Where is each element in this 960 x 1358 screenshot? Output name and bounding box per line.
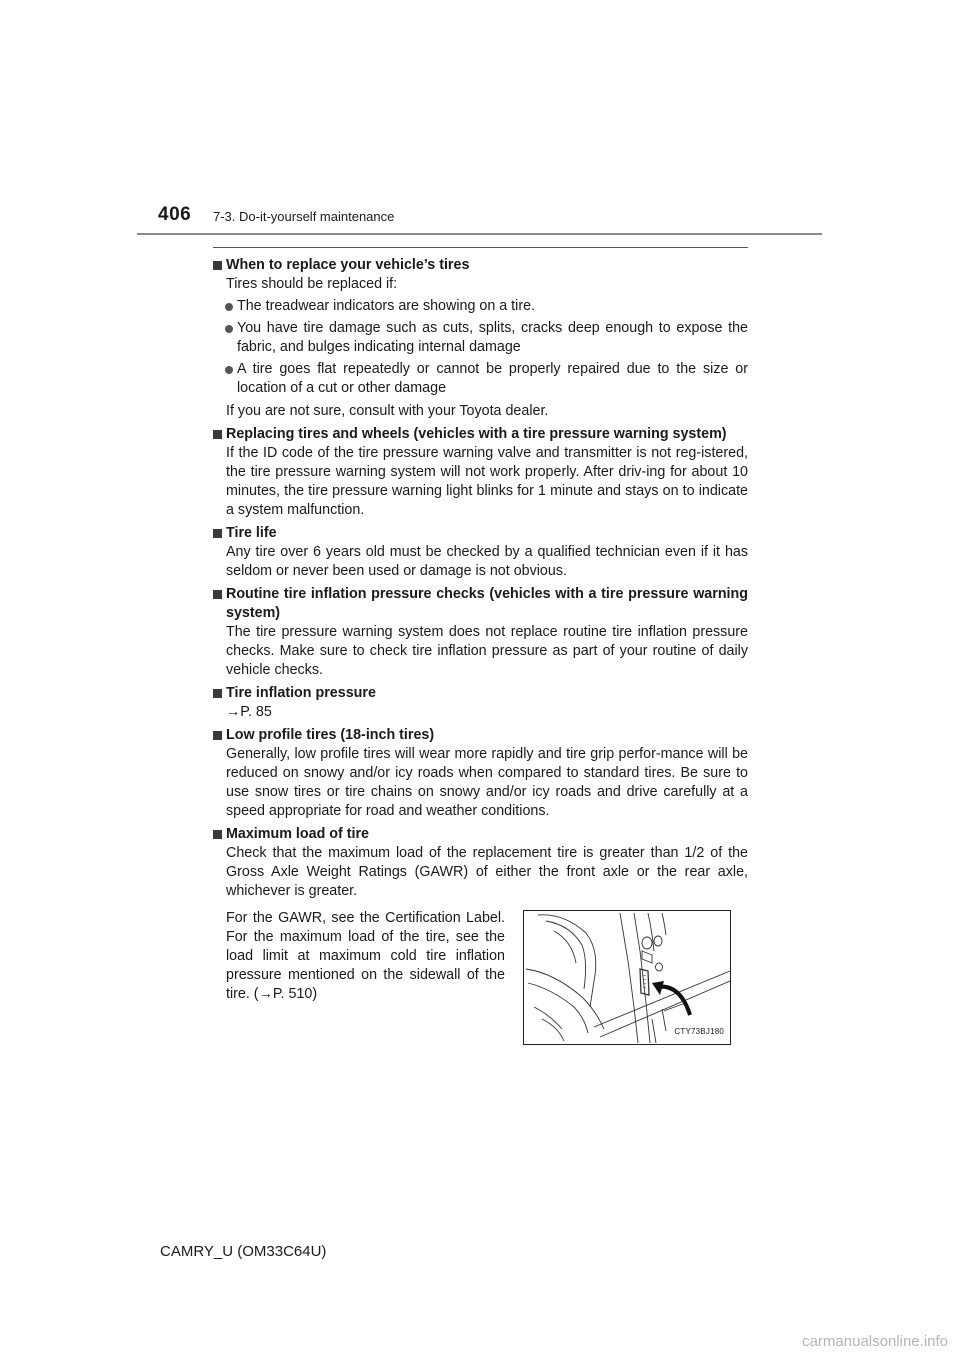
square-bullet-icon bbox=[213, 430, 222, 439]
circle-bullet-icon bbox=[225, 325, 233, 333]
page-number: 406 bbox=[158, 204, 192, 225]
section-heading: Maximum load of tire bbox=[213, 825, 748, 844]
list-item: The treadwear indicators are showing on a tire. bbox=[213, 297, 748, 316]
circle-bullet-icon bbox=[225, 303, 233, 311]
header-divider bbox=[137, 233, 822, 235]
section-inflation-pressure bbox=[213, 684, 748, 722]
list-item: You have tire damage such as cuts, splits, cracks deep enough to expose the fabric, and bulges indicating internal damage bbox=[213, 319, 748, 357]
section-heading: Replacing tires and wheels (vehicles with a tire pressure warning system) bbox=[213, 425, 748, 444]
footer-model-code: CAMRY_U (OM33C64U) bbox=[160, 1243, 327, 1260]
content-divider bbox=[213, 247, 748, 248]
square-bullet-icon bbox=[213, 529, 222, 538]
certification-label-illustration bbox=[523, 910, 731, 1045]
square-bullet-icon bbox=[213, 590, 222, 599]
section-low-profile-tires bbox=[213, 726, 748, 821]
section-title: 7-3. Do-it-yourself maintenance bbox=[213, 209, 395, 224]
section-heading: Tire life bbox=[213, 524, 748, 543]
page-header bbox=[0, 0, 960, 240]
square-bullet-icon bbox=[213, 830, 222, 839]
square-bullet-icon bbox=[213, 689, 222, 698]
list-item: A tire goes flat repeatedly or cannot be properly repaired due to the size or location of a cut or other damage bbox=[213, 360, 748, 398]
section-tire-life bbox=[213, 524, 748, 581]
page-reference-link[interactable]: →P. 85 bbox=[226, 704, 272, 720]
circle-bullet-icon bbox=[225, 366, 233, 374]
section-routine-checks bbox=[213, 585, 748, 680]
section-body: If the ID code of the tire pressure warning valve and transmitter is not reg-istered, the tire pressure warning system will not work properly. After driv-ing for about 10 minutes, the tire pressure warning light blinks for 1 minute and stays on to indicate a system malfunction. bbox=[226, 445, 748, 518]
section-body: Generally, low profile tires will wear more rapidly and tire grip perfor-mance will be reduced on snowy and/or icy roads when compared to standard tires. Be sure to use snow tires or tire chains on snowy and/or icy roads and drive carefully at a speed appropriate for road and weather conditions. bbox=[226, 746, 748, 819]
section-heading: Tire inflation pressure bbox=[213, 684, 748, 703]
section-heading: Routine tire inflation pressure checks (vehicles with a tire pressure warning system) bbox=[213, 585, 748, 623]
section-intro: Tires should be replaced if: bbox=[226, 276, 398, 292]
figure-row bbox=[213, 909, 748, 1044]
section-body: The tire pressure warning system does not replace routine tire inflation pressure checks. Make sure to check tire inflation pressure as part of your routine of daily vehicle checks. bbox=[226, 624, 748, 678]
section-body: Any tire over 6 years old must be checked by a qualified technician even if it has seldom or never been used or damage is not obvious. bbox=[226, 544, 748, 579]
section-when-to-replace bbox=[213, 256, 748, 421]
square-bullet-icon bbox=[213, 731, 222, 740]
section-maximum-load bbox=[213, 825, 748, 1044]
section-outro: If you are not sure, consult with your Toyota dealer. bbox=[226, 403, 549, 419]
square-bullet-icon bbox=[213, 261, 222, 270]
watermark: carmanualsonline.info bbox=[802, 1333, 948, 1350]
section-body: Check that the maximum load of the replacement tire is greater than 1/2 of the Gross Axle Weight Ratings (GAWR) of either the front axle or the rear axle, whichever is greater. bbox=[226, 845, 748, 899]
section-heading: Low profile tires (18-inch tires) bbox=[213, 726, 748, 745]
page-content bbox=[213, 256, 748, 1048]
figure-code: CTY73BJ180 bbox=[674, 1027, 724, 1036]
section-replacing-tires-wheels bbox=[213, 425, 748, 520]
figure-description: For the GAWR, see the Certification Label. For the maximum load of the tire, see the load limit at maximum cold tire inflation pressure mentioned on the sidewall of the tire. (→P. 510) bbox=[226, 910, 505, 1002]
section-heading: When to replace your vehicle’s tires bbox=[213, 256, 748, 275]
